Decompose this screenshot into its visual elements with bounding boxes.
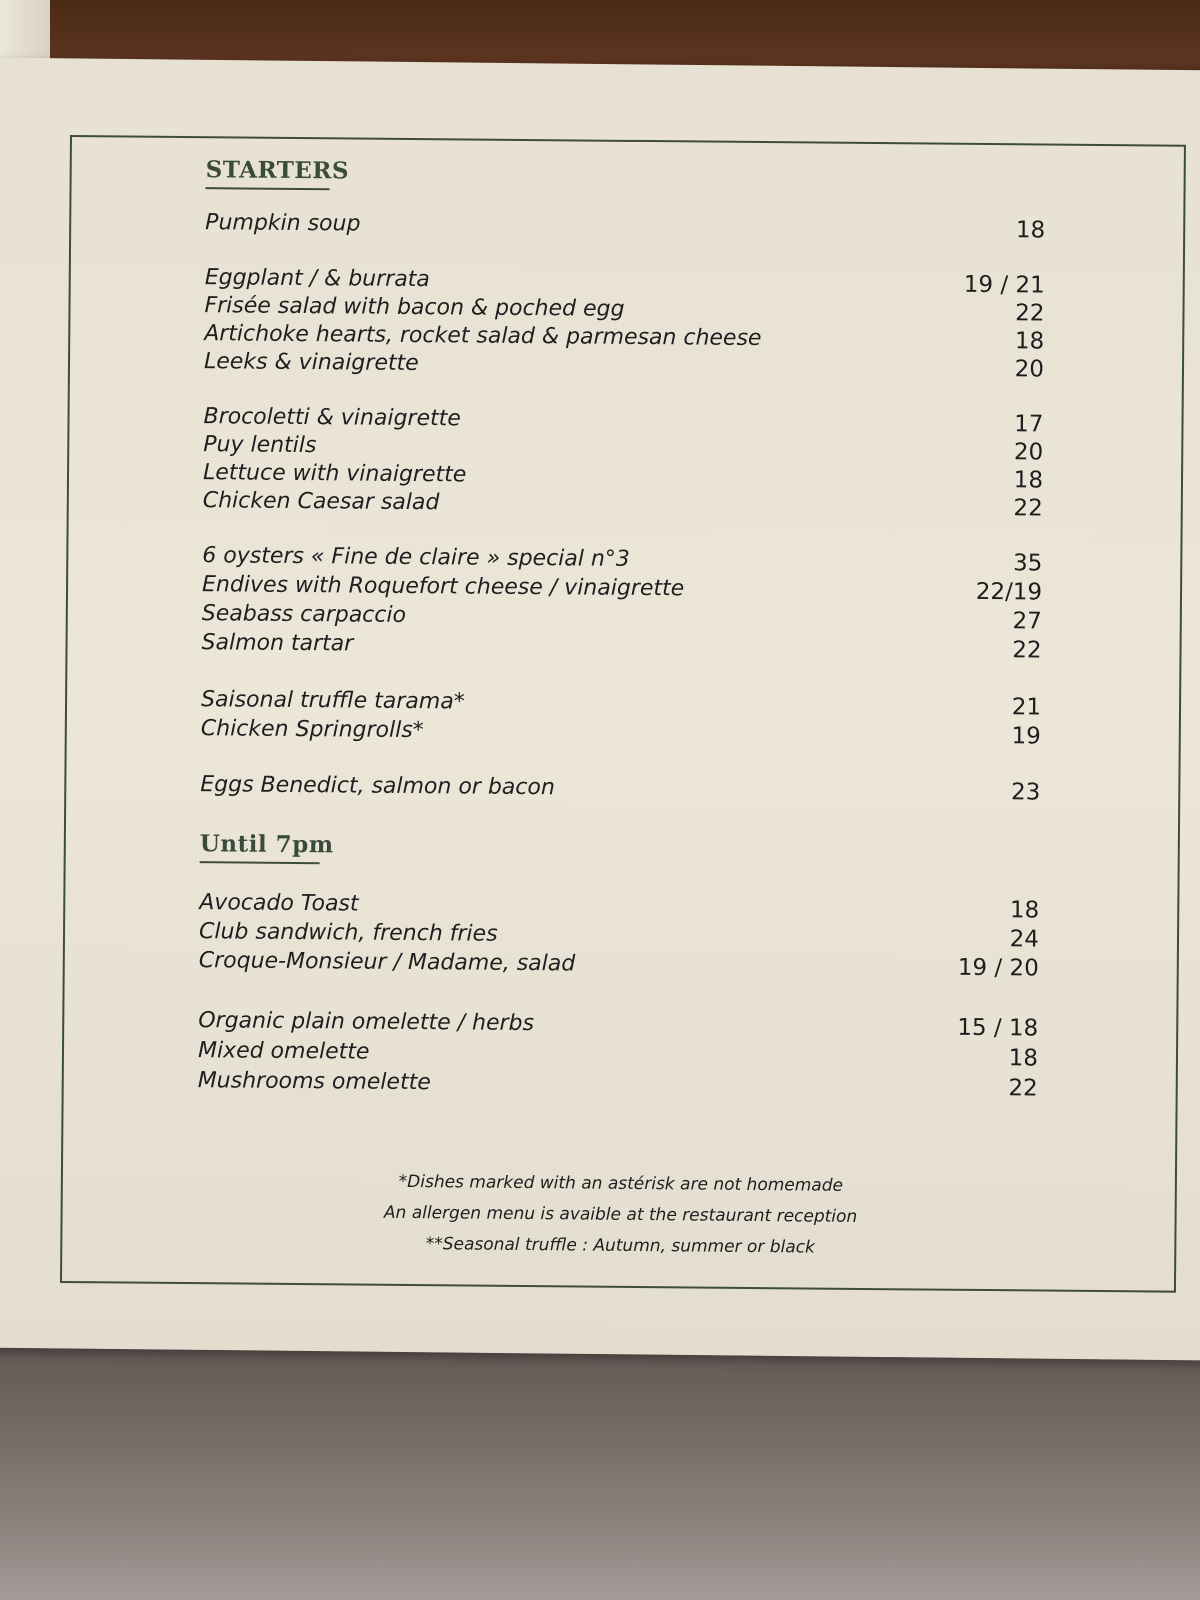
item-price: 35 (1012, 550, 1043, 577)
menu-item (201, 716, 1041, 749)
menu-item (199, 919, 1039, 952)
item-name: Eggplant / & burrata (204, 265, 430, 293)
item-price: 19 / 21 (963, 271, 1045, 299)
item-name: Mixed omelette (197, 1038, 370, 1065)
item-name: Mushrooms omelette (197, 1068, 431, 1096)
item-name: 6 oysters « Fine de claire » special n°3 (202, 543, 630, 572)
item-price: 18 (1015, 217, 1046, 244)
item-price: 22 (1008, 1075, 1038, 1102)
item-price: 17 (1014, 411, 1044, 438)
menu-item (201, 630, 1041, 663)
menu-item (204, 349, 1044, 382)
menu-item (205, 210, 1045, 243)
menu-item (200, 772, 1040, 805)
item-name: Salmon tartar (201, 630, 354, 657)
cloth-background (0, 1330, 1200, 1600)
item-price: 20 (1014, 356, 1045, 383)
menu-item (199, 948, 1039, 981)
item-price: 18 (1013, 467, 1044, 494)
item-price: 18 (1009, 897, 1040, 924)
item-price: 22 (1015, 300, 1045, 327)
menu-item (198, 1008, 1038, 1041)
menu-item (202, 543, 1042, 576)
footnote-asterisk: *Dishes marked with an astérisk are not homemade (398, 1171, 844, 1196)
menu-item (202, 601, 1042, 634)
item-price: 27 (1012, 608, 1042, 635)
footnote-allergen: An allergen menu is avaible at the restaurant reception (383, 1202, 858, 1227)
item-price: 18 (1008, 1045, 1039, 1072)
item-name: Leeks & vinaigrette (203, 349, 419, 377)
item-name: Chicken Springrolls* (200, 716, 424, 744)
item-name: Endives with Roquefort cheese / vinaigrette (201, 572, 685, 602)
menu-item (203, 488, 1043, 521)
item-name: Club sandwich, french fries (198, 919, 498, 947)
section-title-until-7pm: Until 7pm (200, 830, 334, 864)
item-name: Organic plain omelette / herbs (198, 1008, 535, 1037)
item-name: Frisée salad with bacon & poched egg (204, 293, 625, 322)
menu-item (201, 687, 1041, 720)
item-price: 22 (1013, 495, 1043, 522)
item-price: 23 (1010, 779, 1041, 806)
item-name: Chicken Caesar salad (202, 488, 440, 516)
item-price: 19 / 20 (957, 954, 1039, 982)
menu-item (199, 890, 1039, 923)
item-name: Brocoletti & vinaigrette (203, 404, 461, 432)
item-name: Croque-Monsieur / Madame, salad (198, 948, 576, 977)
footnote-truffle: **Seasonal truffle : Autumn, summer or black (425, 1234, 815, 1258)
item-name: Puy lentils (203, 432, 317, 459)
menu-item (198, 1068, 1038, 1101)
item-price: 15 / 18 (957, 1014, 1039, 1042)
item-name: Artichoke hearts, rocket salad & parmesan cheese (204, 321, 762, 352)
item-name: Saisonal truffle tarama* (200, 687, 465, 715)
item-name: Avocado Toast (199, 890, 359, 917)
item-price: 19 (1011, 723, 1041, 750)
menu-frame (60, 135, 1186, 1293)
section-title-starters: STARTERS (206, 156, 350, 190)
item-name: Seabass carpaccio (201, 601, 407, 628)
item-price: 24 (1009, 926, 1040, 953)
menu-item (202, 572, 1042, 605)
item-price: 22 (1012, 637, 1042, 664)
item-price: 22/19 (975, 578, 1043, 606)
item-name: Eggs Benedict, salmon or bacon (200, 772, 555, 801)
item-price: 20 (1013, 439, 1044, 466)
item-price: 21 (1011, 694, 1042, 721)
item-name: Pumpkin soup (205, 210, 361, 237)
item-name: Lettuce with vinaigrette (202, 460, 467, 488)
item-price: 18 (1014, 328, 1045, 355)
menu-item (198, 1038, 1038, 1071)
